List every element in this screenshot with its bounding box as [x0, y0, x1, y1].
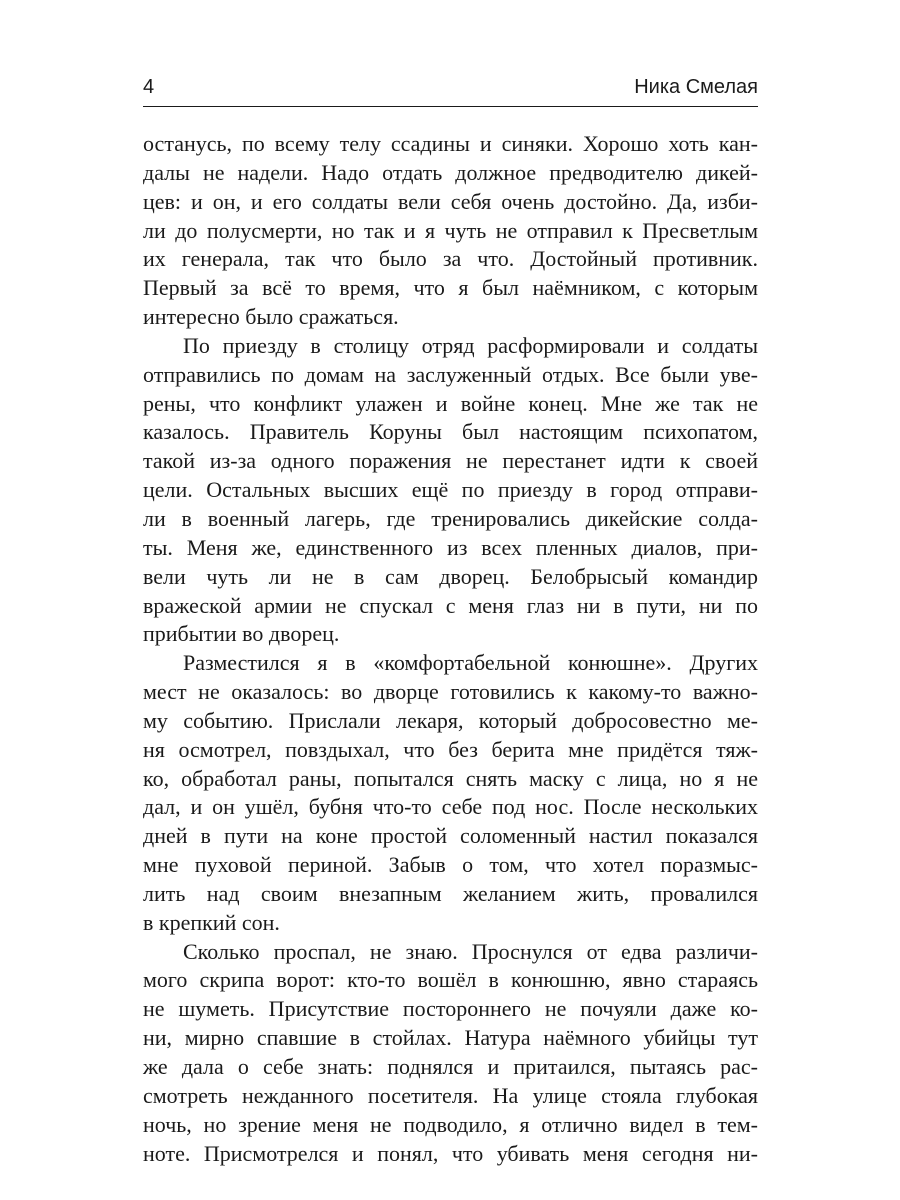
- text-line: смотреть нежданного посетителя. На улице стояла глубокая: [143, 1082, 758, 1108]
- text-line: Первый за всё то время, что я был наёмником, с которым: [143, 275, 758, 301]
- text-line: мест не оказалось: во дворце готовились к какому-то важно-: [143, 679, 758, 705]
- text-line: ночь, но зрение меня не подводило, я отлично видел в тем-: [143, 1111, 758, 1137]
- text-line: такой из-за одного поражения не перестанет идти к своей: [143, 448, 758, 474]
- text-line: вели чуть ли не в сам дворец. Белобрысый командир: [143, 563, 758, 589]
- text-line: отправились по домам на заслуженный отдых. Все были уве-: [143, 361, 758, 387]
- page-number: 4: [143, 76, 155, 98]
- text-line: мне пуховой периной. Забыв о том, что хотел поразмыс-: [143, 852, 758, 878]
- paragraph-first-line: По приезду в столицу отряд расформировали и солдаты: [183, 332, 758, 358]
- text-line: останусь, по всему телу ссадины и синяки. Хорошо хоть кан-: [143, 131, 758, 156]
- text-line: рены, что конфликт улажен и войне конец. Мне же так не: [143, 390, 758, 416]
- text-line: казалось. Правитель Коруны был настоящим психопатом,: [143, 419, 758, 445]
- text-line: прибытии во дворец.: [143, 621, 340, 647]
- running-head-author: Ника Смелая: [634, 76, 758, 98]
- text-line: дней в пути на коне простой соломенный настил показался: [143, 823, 758, 849]
- text-line: ли в военный лагерь, где тренировались дикейские солда-: [143, 505, 758, 531]
- text-line: не шуметь. Присутствие постороннего не почуяли даже ко-: [143, 996, 758, 1022]
- text-line: мого скрипа ворот: кто-то вошёл в конюшню, явно стараясь: [143, 967, 758, 993]
- text-line: ноте. Присмотрелся и понял, что убивать меня сегодня ни-: [143, 1140, 758, 1166]
- text-line: их генерала, так что было за что. Достойный противник.: [143, 246, 758, 272]
- text-line: ня осмотрел, повздыхал, что без берита мне придётся тяж-: [143, 736, 758, 762]
- text-line: интересно было сражаться.: [143, 304, 399, 330]
- text-line: ко, обработал раны, попытался снять маску с лица, но я не: [143, 765, 758, 791]
- text-line: дал, и он ушёл, бубня что-то себе под нос. После нескольких: [143, 794, 758, 820]
- text-line: вражеской армии не спускал с меня глаз ни в пути, ни по: [143, 592, 758, 618]
- text-line: ты. Меня же, единственного из всех пленных диалов, при-: [143, 534, 758, 560]
- text-line: далы не надели. Надо отдать должное предводителю дикей-: [143, 159, 758, 185]
- text-line: цев: и он, и его солдаты вели себя очень достойно. Да, изби-: [143, 188, 758, 214]
- text-line: ли до полусмерти, но так и я чуть не отправил к Пресветлым: [143, 217, 758, 243]
- text-line: в крепкий сон.: [143, 909, 280, 935]
- text-line: лить над своим внезапным желанием жить, провалился: [143, 880, 758, 906]
- text-line: му событию. Прислали лекаря, который добросовестно ме-: [143, 707, 758, 733]
- paragraph-first-line: Сколько проспал, не знаю. Проснулся от едва различи-: [183, 938, 758, 964]
- body-text: [143, 130, 758, 1168]
- header-rule: [143, 106, 758, 107]
- text-line: цели. Остальных высших ещё по приезду в город отправи-: [143, 477, 758, 503]
- text-line: ни, мирно спавшие в стойлах. Натура наёмного убийцы тут: [143, 1025, 758, 1051]
- text-line: же дала о себе знать: поднялся и притаился, пытаясь рас-: [143, 1054, 758, 1079]
- paragraph-first-line: Разместился я в «комфортабельной конюшне». Других: [183, 650, 758, 676]
- running-head: [143, 76, 758, 106]
